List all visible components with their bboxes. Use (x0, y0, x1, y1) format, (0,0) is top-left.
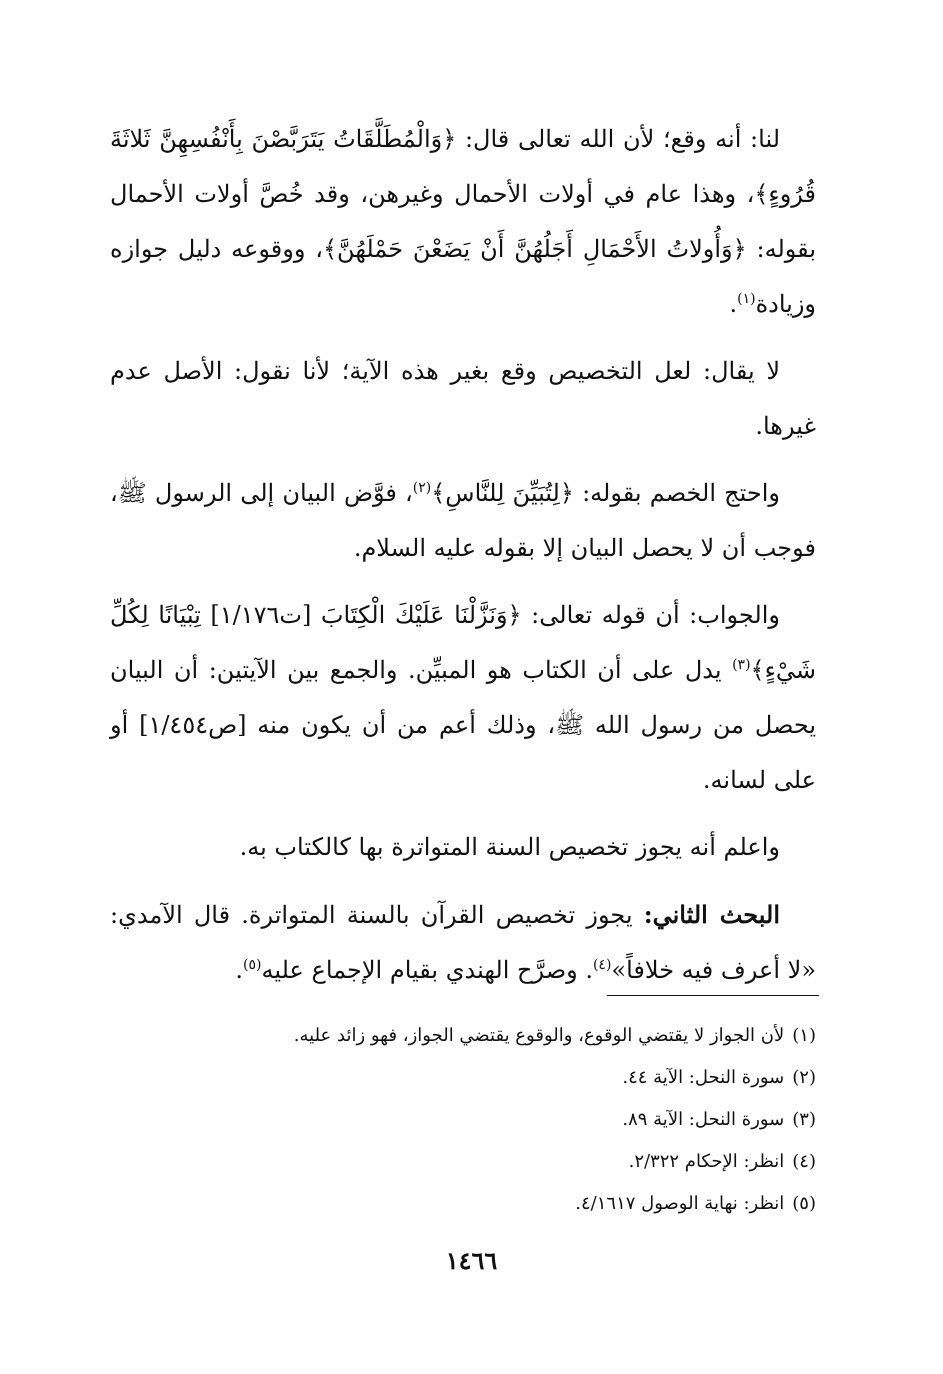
footnote-ref-3: (٣) (732, 657, 751, 673)
paragraph-6-end: . (235, 956, 244, 984)
section-heading: البحث الثاني: (643, 900, 780, 929)
footnote-text: انظر: نهاية الوصول ٤/١٦١٧. (575, 1193, 785, 1214)
footnote-text: سورة النحل: الآية ٤٤. (622, 1067, 785, 1088)
paragraph-5 (110, 820, 816, 875)
footnote-number: (٤) (792, 1151, 816, 1172)
paragraph-6-text-b: . وصرَّح الهندي بقيام الإجماع عليه (261, 956, 593, 984)
paragraph-6-text-a: يجوز تخصيص القرآن بالسنة المتواترة. قال الآمدي: «لا أعرف فيه خلافاً» (110, 901, 816, 984)
paragraph-4 (110, 588, 816, 808)
paragraph-1-text: لنا: أنه وقع؛ لأن الله تعالى قال: ﴿وَالْمُطَلَّقَاتُ يَتَرَبَّصْنَ بِأَنْفُسِهِنَّ ثَلاثَةَ قُرُوءٍ﴾، وهذا عام في أولات الأحمال وغيرهن، وقد خُصَّ أولات الأحمال بقوله: ﴿وَأُولاتُ الأَحْمَالِ أَجَلُهُنَّ أَنْ يَضَعْنَ حَمْلَهُنَّ﴾، ووقوعه دليل جوازه وزيادة (110, 125, 816, 318)
footnote-ref-4: (٤) (592, 957, 612, 973)
footnotes (110, 1015, 816, 1225)
footnote-number: (٥) (792, 1193, 816, 1214)
footnote-separator (607, 995, 819, 996)
footnote-5 (110, 1183, 816, 1225)
footnote-3 (110, 1099, 816, 1141)
paragraph-2 (110, 344, 816, 454)
footnote-text: انظر: الإحكام ٢/٣٢٢. (628, 1151, 785, 1172)
main-text (110, 112, 816, 1010)
paragraph-3 (110, 466, 816, 576)
paragraph-3-text-a: واحتج الخصم بقوله: ﴿لِتُبَيِّنَ لِلنَّاسِ﴾ (431, 479, 780, 507)
footnote-number: (٣) (792, 1109, 816, 1130)
footnote-4 (110, 1141, 816, 1183)
footnote-1 (110, 1015, 816, 1057)
paragraph-1-end: . (729, 290, 738, 318)
paragraph-6 (110, 887, 816, 998)
paragraph-5-text: واعلم أنه يجوز تخصيص السنة المتواترة بها كالكتاب به. (239, 833, 780, 861)
footnote-text: لأن الجواز لا يقتضي الوقوع، والوقوع يقتضي الجواز، فهو زائد عليه. (293, 1025, 785, 1046)
paragraph-2-text: لا يقال: لعل التخصيص وقع بغير هذه الآية؛ لأنا نقول: الأصل عدم غيرها. (110, 357, 816, 440)
paragraph-4-text-b: يدل على أن الكتاب هو المبيِّن. والجمع بين الآيتين: أن البيان يحصل من رسول الله ﷺ، وذلك أعم من أن يكون منه [ص١/٤٥٤] أو على لسانه. (110, 656, 817, 794)
footnote-text: سورة النحل: الآية ٨٩. (622, 1109, 785, 1130)
footnote-ref-5: (٥) (243, 957, 262, 973)
footnote-2 (110, 1057, 816, 1099)
footnote-number: (١) (792, 1025, 816, 1046)
paragraph-1 (110, 112, 816, 332)
page-number: ١٤٦٦ (445, 1246, 498, 1275)
footnote-ref-2: (٢) (412, 480, 432, 496)
paragraph-4-text-a: والجواب: أن قوله تعالى: ﴿وَنَزَّلْنَا عَلَيْكَ الْكِتَابَ [ت١/١٧٦] تِبْيَانًا لِكُلِّ شَيْءٍ﴾ (110, 601, 817, 684)
footnote-ref-1: (١) (737, 291, 756, 307)
paragraph-3-text-b: ، فوَّض البيان إلى الرسول ﷺ، فوجب أن لا يحصل البيان إلا بقوله عليه السلام. (110, 479, 816, 562)
footnote-number: (٢) (792, 1067, 816, 1088)
